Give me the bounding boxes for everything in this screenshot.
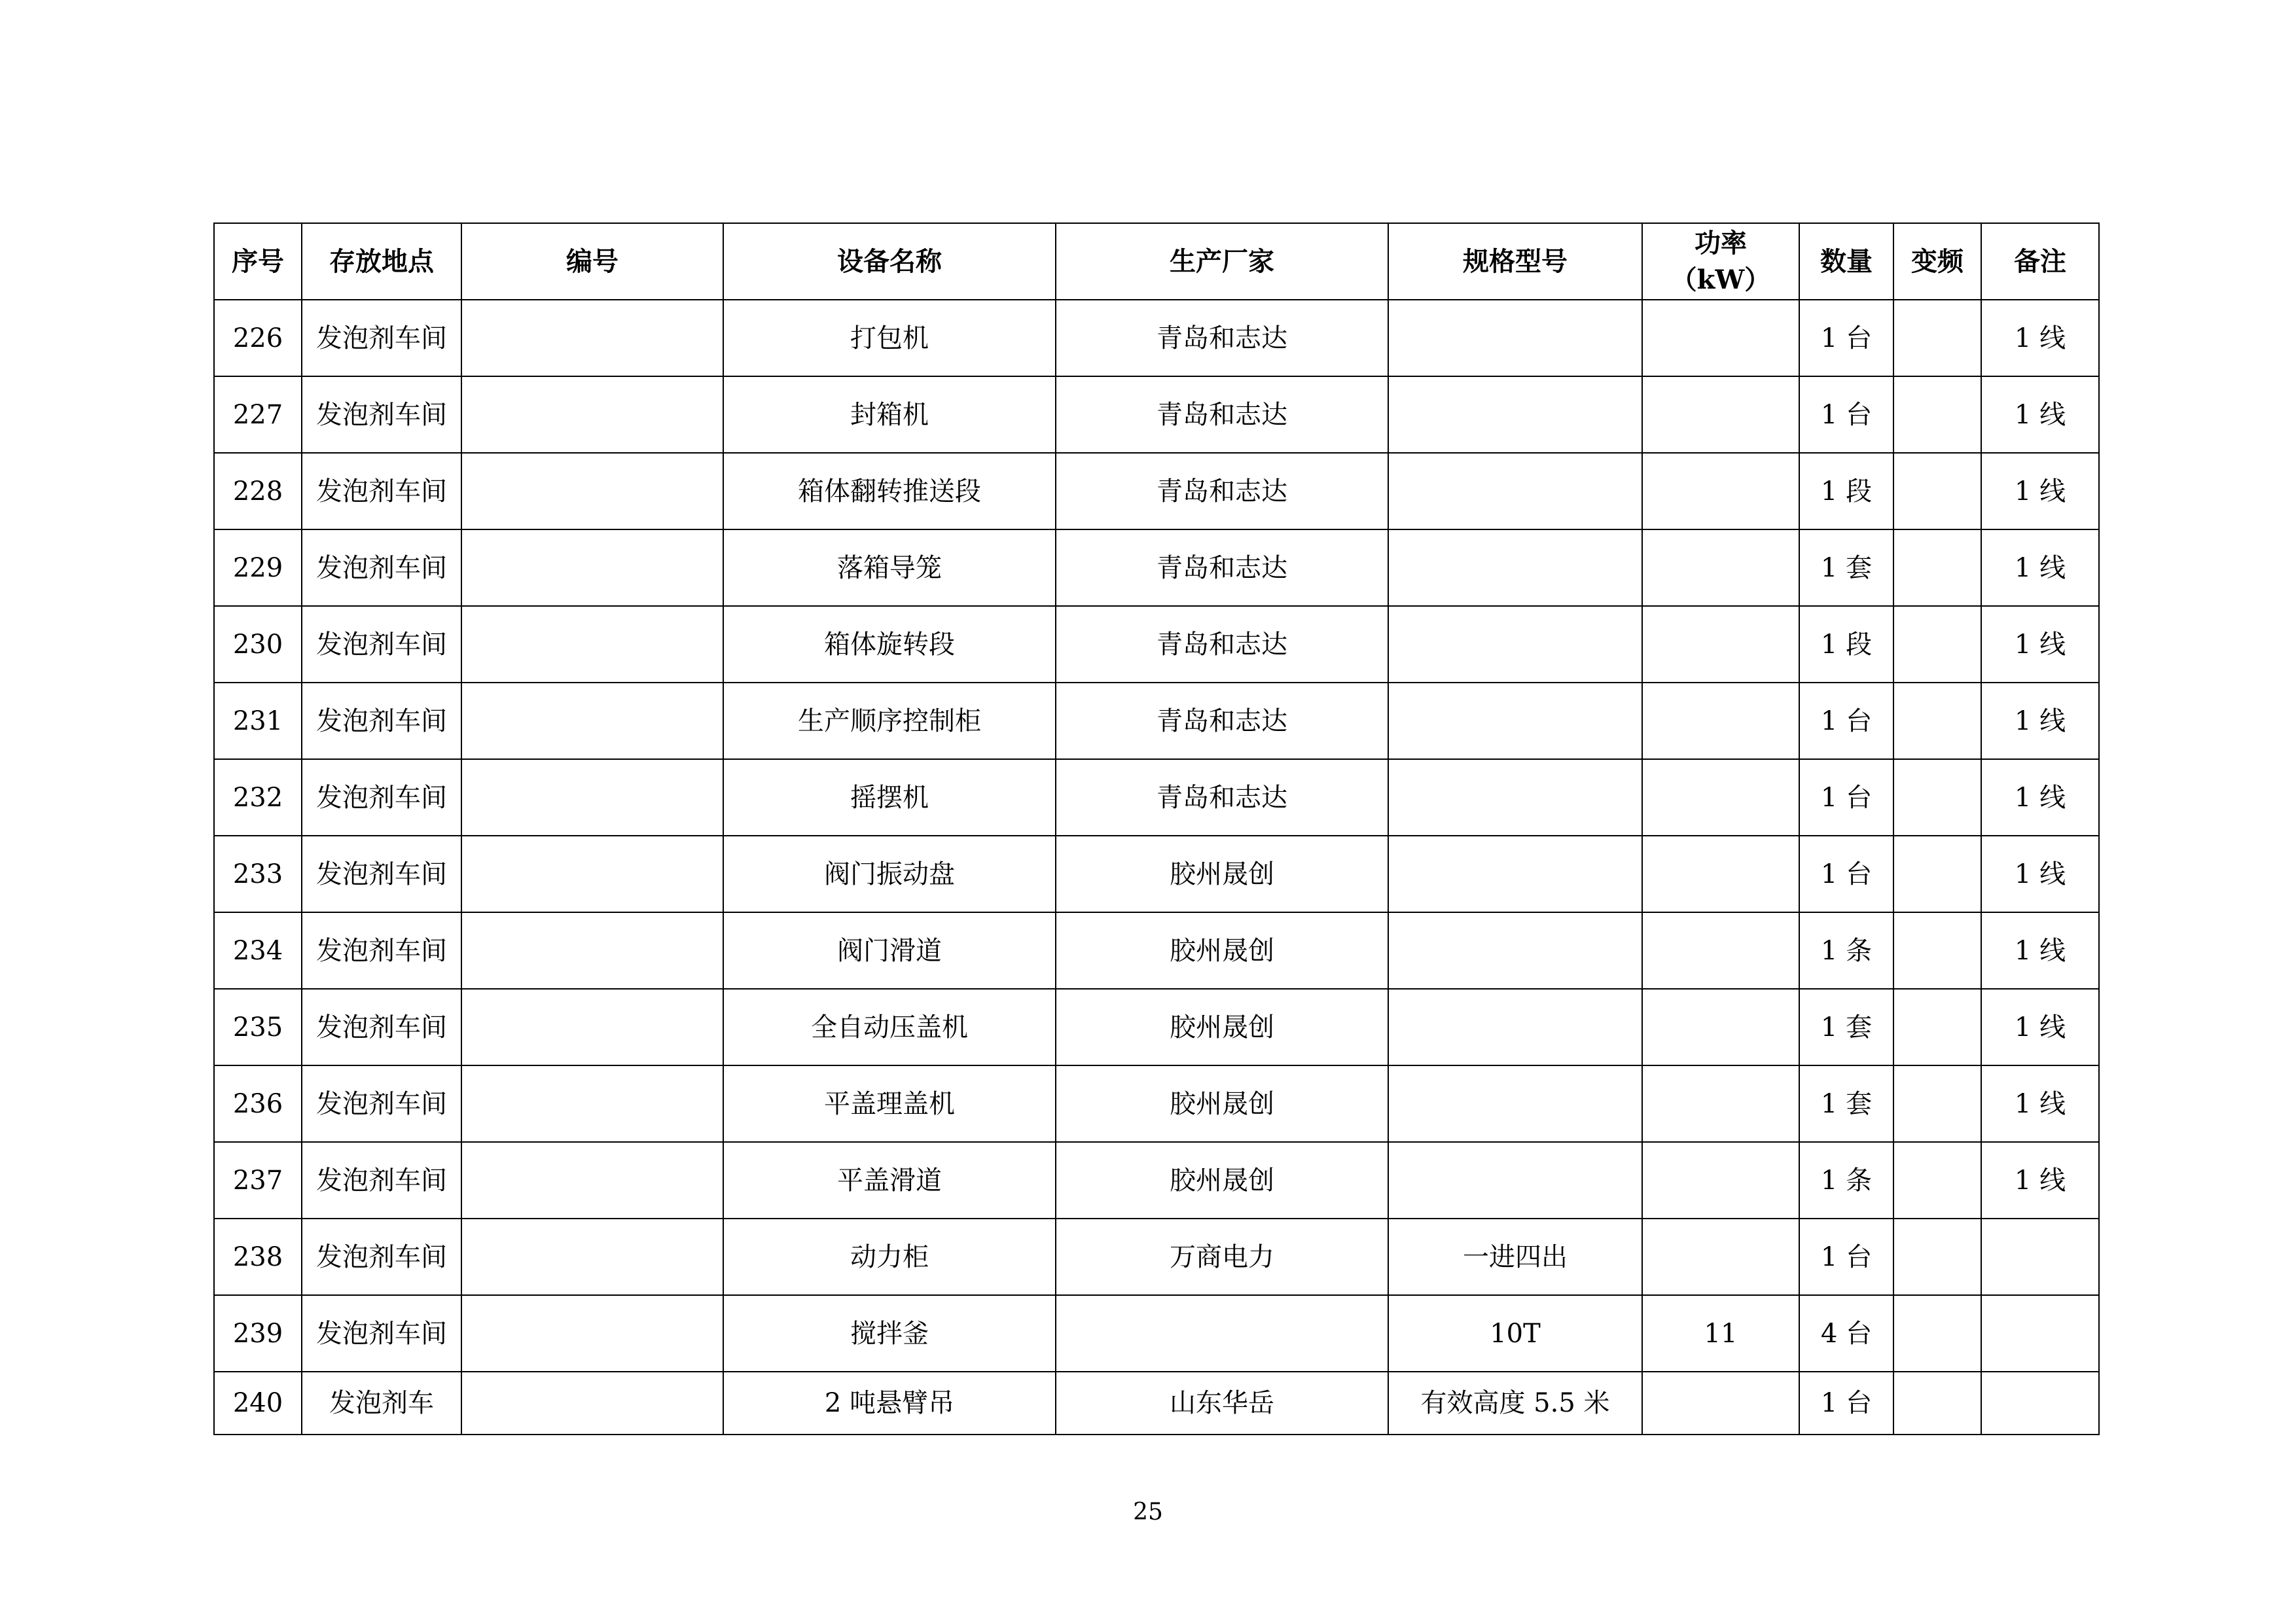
cell-code xyxy=(461,1372,723,1435)
cell-location: 发泡剂车间 xyxy=(302,989,461,1065)
cell-qty: 1 条 xyxy=(1799,1142,1893,1219)
cell-vfd xyxy=(1893,989,1981,1065)
cell-name: 封箱机 xyxy=(723,376,1056,453)
cell-location: 发泡剂车间 xyxy=(302,1065,461,1142)
cell-qty: 1 台 xyxy=(1799,759,1893,836)
cell-code xyxy=(461,836,723,912)
cell-spec: 一进四出 xyxy=(1388,1219,1642,1295)
cell-seq: 240 xyxy=(214,1372,302,1435)
cell-maker: 青岛和志达 xyxy=(1056,759,1388,836)
cell-vfd xyxy=(1893,606,1981,683)
cell-code xyxy=(461,529,723,606)
cell-seq: 238 xyxy=(214,1219,302,1295)
header-qty: 数量 xyxy=(1799,223,1893,300)
cell-vfd xyxy=(1893,453,1981,529)
cell-maker: 青岛和志达 xyxy=(1056,606,1388,683)
header-note: 备注 xyxy=(1981,223,2099,300)
header-power-unit: （kW） xyxy=(1670,264,1771,295)
cell-spec xyxy=(1388,1142,1642,1219)
cell-code xyxy=(461,683,723,759)
cell-vfd xyxy=(1893,1372,1981,1435)
table-row xyxy=(214,759,2099,836)
cell-maker: 胶州晟创 xyxy=(1056,1142,1388,1219)
cell-name: 阀门振动盘 xyxy=(723,836,1056,912)
cell-seq: 239 xyxy=(214,1295,302,1372)
cell-note: 1 线 xyxy=(1981,1065,2099,1142)
header-name: 设备名称 xyxy=(723,223,1056,300)
cell-spec xyxy=(1388,606,1642,683)
cell-note xyxy=(1981,1219,2099,1295)
cell-location: 发泡剂车间 xyxy=(302,453,461,529)
cell-spec: 10T xyxy=(1388,1295,1642,1372)
cell-name: 动力柜 xyxy=(723,1219,1056,1295)
cell-maker: 胶州晟创 xyxy=(1056,912,1388,989)
cell-power xyxy=(1642,1219,1799,1295)
cell-name: 2 吨悬臂吊 xyxy=(723,1372,1056,1435)
cell-location: 发泡剂车间 xyxy=(302,683,461,759)
cell-power xyxy=(1642,1065,1799,1142)
table-row xyxy=(214,912,2099,989)
cell-maker: 青岛和志达 xyxy=(1056,529,1388,606)
cell-spec: 有效高度 5.5 米 xyxy=(1388,1372,1642,1435)
cell-note xyxy=(1981,1295,2099,1372)
cell-seq: 230 xyxy=(214,606,302,683)
cell-spec xyxy=(1388,989,1642,1065)
cell-spec xyxy=(1388,759,1642,836)
cell-note: 1 线 xyxy=(1981,300,2099,376)
cell-power xyxy=(1642,376,1799,453)
cell-name: 全自动压盖机 xyxy=(723,989,1056,1065)
table-row xyxy=(214,453,2099,529)
cell-qty: 1 台 xyxy=(1799,300,1893,376)
cell-note: 1 线 xyxy=(1981,683,2099,759)
cell-spec xyxy=(1388,1065,1642,1142)
cell-power xyxy=(1642,989,1799,1065)
cell-note: 1 线 xyxy=(1981,529,2099,606)
cell-spec xyxy=(1388,912,1642,989)
cell-maker: 青岛和志达 xyxy=(1056,453,1388,529)
cell-spec xyxy=(1388,376,1642,453)
header-seq: 序号 xyxy=(214,223,302,300)
cell-spec xyxy=(1388,683,1642,759)
cell-location: 发泡剂车间 xyxy=(302,1142,461,1219)
cell-seq: 235 xyxy=(214,989,302,1065)
cell-power xyxy=(1642,836,1799,912)
cell-power xyxy=(1642,606,1799,683)
page-number: 25 xyxy=(1133,1499,1163,1525)
cell-maker: 胶州晟创 xyxy=(1056,836,1388,912)
cell-spec xyxy=(1388,529,1642,606)
cell-vfd xyxy=(1893,912,1981,989)
cell-vfd xyxy=(1893,300,1981,376)
cell-power xyxy=(1642,529,1799,606)
cell-seq: 233 xyxy=(214,836,302,912)
cell-power xyxy=(1642,912,1799,989)
cell-vfd xyxy=(1893,836,1981,912)
table-row xyxy=(214,376,2099,453)
cell-vfd xyxy=(1893,1295,1981,1372)
cell-seq: 237 xyxy=(214,1142,302,1219)
table-row xyxy=(214,1065,2099,1142)
table-row xyxy=(214,300,2099,376)
cell-note: 1 线 xyxy=(1981,836,2099,912)
cell-name: 箱体旋转段 xyxy=(723,606,1056,683)
table-header-row xyxy=(214,223,2099,300)
cell-location: 发泡剂车间 xyxy=(302,376,461,453)
cell-maker xyxy=(1056,1295,1388,1372)
cell-power xyxy=(1642,683,1799,759)
cell-maker: 胶州晟创 xyxy=(1056,1065,1388,1142)
cell-note: 1 线 xyxy=(1981,1142,2099,1219)
header-maker: 生产厂家 xyxy=(1056,223,1388,300)
cell-power xyxy=(1642,1372,1799,1435)
header-vfd: 变频 xyxy=(1893,223,1981,300)
cell-qty: 1 段 xyxy=(1799,453,1893,529)
cell-spec xyxy=(1388,453,1642,529)
cell-location: 发泡剂车间 xyxy=(302,606,461,683)
equipment-table xyxy=(213,223,2100,1435)
table-row xyxy=(214,1372,2099,1435)
cell-power xyxy=(1642,759,1799,836)
cell-code xyxy=(461,1295,723,1372)
cell-code xyxy=(461,1142,723,1219)
cell-power xyxy=(1642,453,1799,529)
cell-qty: 1 台 xyxy=(1799,376,1893,453)
cell-qty: 1 台 xyxy=(1799,836,1893,912)
cell-location: 发泡剂车间 xyxy=(302,529,461,606)
cell-maker: 山东华岳 xyxy=(1056,1372,1388,1435)
header-code: 编号 xyxy=(461,223,723,300)
cell-name: 打包机 xyxy=(723,300,1056,376)
cell-vfd xyxy=(1893,376,1981,453)
cell-name: 生产顺序控制柜 xyxy=(723,683,1056,759)
cell-spec xyxy=(1388,836,1642,912)
cell-location: 发泡剂车 xyxy=(302,1372,461,1435)
cell-seq: 236 xyxy=(214,1065,302,1142)
cell-seq: 229 xyxy=(214,529,302,606)
table-row xyxy=(214,1142,2099,1219)
table-row xyxy=(214,1219,2099,1295)
cell-seq: 226 xyxy=(214,300,302,376)
cell-vfd xyxy=(1893,1219,1981,1295)
cell-name: 平盖滑道 xyxy=(723,1142,1056,1219)
cell-note: 1 线 xyxy=(1981,606,2099,683)
cell-location: 发泡剂车间 xyxy=(302,836,461,912)
cell-note: 1 线 xyxy=(1981,759,2099,836)
cell-maker: 青岛和志达 xyxy=(1056,376,1388,453)
cell-location: 发泡剂车间 xyxy=(302,759,461,836)
cell-location: 发泡剂车间 xyxy=(302,300,461,376)
cell-maker: 青岛和志达 xyxy=(1056,300,1388,376)
cell-maker: 胶州晟创 xyxy=(1056,989,1388,1065)
cell-maker: 青岛和志达 xyxy=(1056,683,1388,759)
cell-code xyxy=(461,1219,723,1295)
cell-qty: 1 台 xyxy=(1799,1372,1893,1435)
cell-qty: 1 台 xyxy=(1799,1219,1893,1295)
cell-vfd xyxy=(1893,529,1981,606)
cell-note: 1 线 xyxy=(1981,989,2099,1065)
cell-spec xyxy=(1388,300,1642,376)
cell-code xyxy=(461,606,723,683)
cell-note: 1 线 xyxy=(1981,912,2099,989)
cell-note: 1 线 xyxy=(1981,453,2099,529)
table-row xyxy=(214,683,2099,759)
cell-code xyxy=(461,376,723,453)
cell-vfd xyxy=(1893,683,1981,759)
cell-location: 发泡剂车间 xyxy=(302,912,461,989)
cell-maker: 万商电力 xyxy=(1056,1219,1388,1295)
cell-power xyxy=(1642,1142,1799,1219)
cell-location: 发泡剂车间 xyxy=(302,1295,461,1372)
cell-qty: 1 台 xyxy=(1799,683,1893,759)
cell-name: 摇摆机 xyxy=(723,759,1056,836)
cell-name: 箱体翻转推送段 xyxy=(723,453,1056,529)
cell-note: 1 线 xyxy=(1981,376,2099,453)
cell-qty: 1 条 xyxy=(1799,912,1893,989)
cell-vfd xyxy=(1893,1065,1981,1142)
cell-code xyxy=(461,912,723,989)
cell-code xyxy=(461,1065,723,1142)
cell-seq: 227 xyxy=(214,376,302,453)
cell-code xyxy=(461,453,723,529)
table-row xyxy=(214,606,2099,683)
cell-name: 落箱导笼 xyxy=(723,529,1056,606)
cell-code xyxy=(461,300,723,376)
cell-seq: 232 xyxy=(214,759,302,836)
cell-seq: 234 xyxy=(214,912,302,989)
table-row xyxy=(214,1295,2099,1372)
cell-qty: 4 台 xyxy=(1799,1295,1893,1372)
cell-power: 11 xyxy=(1642,1295,1799,1372)
cell-qty: 1 套 xyxy=(1799,1065,1893,1142)
header-power-label: 功率 xyxy=(1695,227,1747,259)
cell-power xyxy=(1642,300,1799,376)
header-power xyxy=(1642,223,1799,300)
cell-code xyxy=(461,989,723,1065)
header-location: 存放地点 xyxy=(302,223,461,300)
cell-seq: 231 xyxy=(214,683,302,759)
header-spec: 规格型号 xyxy=(1388,223,1642,300)
cell-note xyxy=(1981,1372,2099,1435)
cell-name: 平盖理盖机 xyxy=(723,1065,1056,1142)
cell-qty: 1 段 xyxy=(1799,606,1893,683)
table-row xyxy=(214,529,2099,606)
cell-vfd xyxy=(1893,759,1981,836)
cell-name: 阀门滑道 xyxy=(723,912,1056,989)
table-row xyxy=(214,989,2099,1065)
cell-seq: 228 xyxy=(214,453,302,529)
cell-qty: 1 套 xyxy=(1799,989,1893,1065)
cell-name: 搅拌釜 xyxy=(723,1295,1056,1372)
cell-qty: 1 套 xyxy=(1799,529,1893,606)
table-row xyxy=(214,836,2099,912)
cell-vfd xyxy=(1893,1142,1981,1219)
cell-code xyxy=(461,759,723,836)
cell-location: 发泡剂车间 xyxy=(302,1219,461,1295)
